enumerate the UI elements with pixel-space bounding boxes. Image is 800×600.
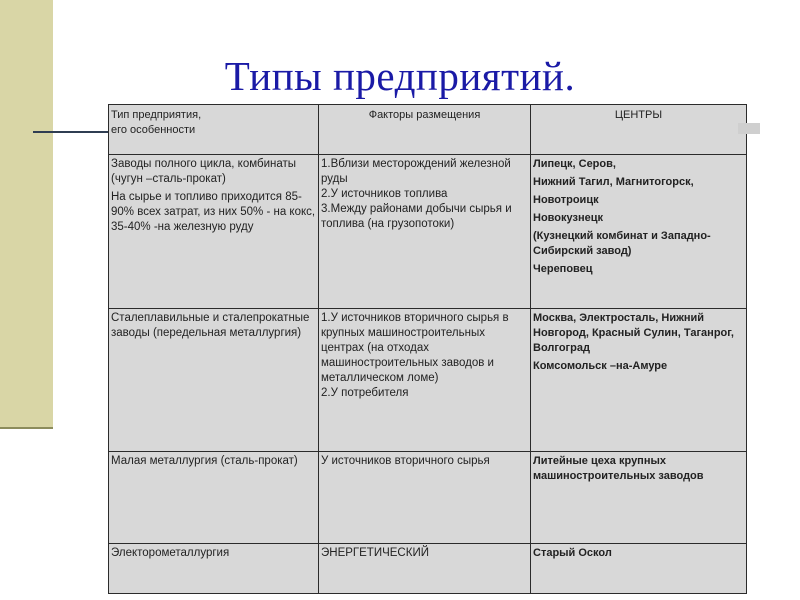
cell-text: 3.Между районами добычи сырья и топлива (на грузопотоки) <box>321 203 512 230</box>
cell-text: Новокузнецк <box>533 212 603 224</box>
cell-text: Сталеплавильные и сталепрокатные заводы (передельная металлургия) <box>111 312 310 339</box>
cell-text: 1.Вблизи месторождений железной руды <box>321 158 511 185</box>
cell-type <box>109 309 319 452</box>
cell-factors <box>319 155 531 309</box>
cell-text: Москва, Электросталь, Нижний Новгород, Красный Сулин, Таганрог, Волгоград <box>533 312 734 354</box>
cell-centers <box>531 544 747 594</box>
cell-text: Комсомольск –на-Амуре <box>533 360 668 372</box>
cell-text: На сырье и топливо приходится 85-90% всех затрат, из них 50% - на кокс, 35-40% -на железную руду <box>111 191 316 233</box>
cell-factors <box>319 544 531 594</box>
table-row <box>109 155 747 309</box>
enterprise-types-table <box>108 104 747 594</box>
cell-text: Старый Оскол <box>533 547 612 559</box>
cell-text: 2.У источников топлива <box>321 188 448 200</box>
cell-text: 2.У потребителя <box>321 387 409 399</box>
table-header-row <box>109 105 747 155</box>
header-centers <box>531 105 747 155</box>
slide-title: Типы предприятий. <box>224 53 576 99</box>
cell-factors <box>319 452 531 544</box>
cell-factors <box>319 309 531 452</box>
cell-text: Липецк, Серов, <box>533 158 616 170</box>
header-factors-label: Факторы размещения <box>368 109 481 121</box>
cell-text: ЭНЕРГЕТИЧЕСКИЙ <box>321 547 429 559</box>
decorative-side-line <box>0 427 53 429</box>
table-row <box>109 452 747 544</box>
cell-centers <box>531 155 747 309</box>
header-centers-label: ЦЕНТРЫ <box>614 109 663 121</box>
cell-centers <box>531 309 747 452</box>
cell-text: Малая металлургия (сталь-прокат) <box>111 455 298 467</box>
cell-text: У источников вторичного сырья <box>321 455 490 467</box>
cell-type <box>109 452 319 544</box>
cell-text: Электорометаллургия <box>111 547 230 559</box>
cell-text: Нижний Тагил, Магнитогорск, <box>533 176 694 188</box>
table-row <box>109 309 747 452</box>
cell-text: (Кузнецкий комбинат и Западно-Сибирский завод) <box>533 230 711 257</box>
cell-text: Заводы полного цикла, комбинаты (чугун –сталь-прокат) <box>111 158 297 185</box>
cell-text: Литейные цеха крупных машиностроительных заводов <box>533 455 704 482</box>
table-row <box>109 544 747 594</box>
cell-text: Череповец <box>533 263 593 275</box>
cell-text: 1.У источников вторичного сырья в крупных машиностроительных центрах (на отходах машиностроительных заводов и металлическом ломе) <box>321 312 509 384</box>
header-type-line: Тип предприятия, <box>111 109 202 121</box>
cell-text: Новотроицк <box>533 194 599 206</box>
cell-type <box>109 155 319 309</box>
cell-type <box>109 544 319 594</box>
decorative-block <box>738 123 760 134</box>
header-factors <box>319 105 531 155</box>
cell-centers <box>531 452 747 544</box>
header-type <box>109 105 319 155</box>
header-type-line: его особенности <box>111 124 196 136</box>
